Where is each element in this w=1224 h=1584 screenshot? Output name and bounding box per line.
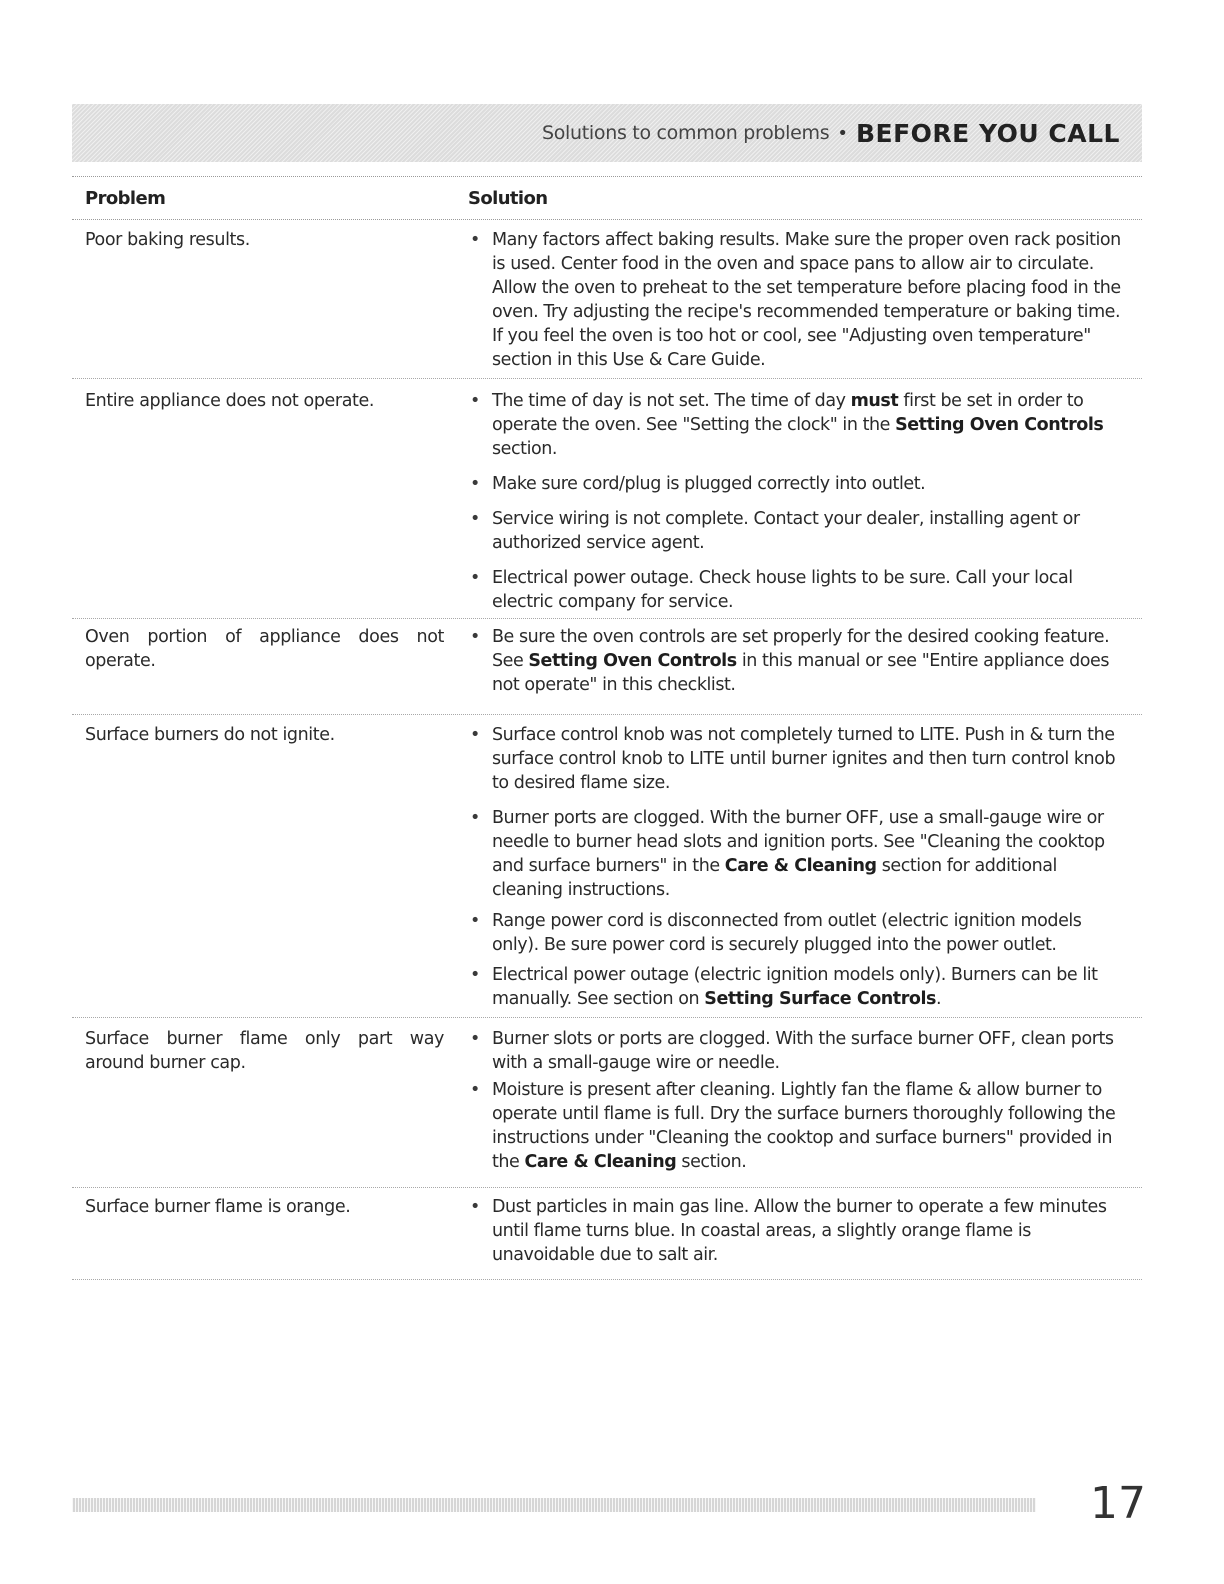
bullet-dot-icon: • [470,230,480,250]
solution-bullet [468,963,1142,1011]
solution-text [492,1027,1142,1075]
solution-bullet [468,472,1142,496]
problem-cell: Oven portion of appliance does not operate. [85,627,444,671]
solution-text [492,1195,1142,1267]
solution-cell [454,723,1142,1011]
solution-text [492,723,1142,795]
bullet-dot-icon: • [470,911,480,931]
bullet-dot-icon: • [470,725,480,745]
bullet-dot-icon: • [470,965,480,985]
troubleshooting-table [72,176,1142,1280]
problem-cell: Poor baking results. [85,230,250,250]
solution-bullet [468,723,1142,795]
bold-reference: Setting Surface Controls [704,989,936,1009]
solution-text [492,1078,1142,1174]
text-run: . [936,989,942,1009]
solution-bullet [468,1195,1142,1267]
solution-bullet [468,566,1142,614]
problem-cell: Surface burner flame is orange. [85,1197,351,1217]
bold-reference: Setting Oven Controls [895,415,1104,435]
text-run: section for additional cleaning instructions. [492,856,1057,900]
text-run: Range power cord is disconnected from outlet (electric ignition models only). Be sure power cord is securely plugged into the power outlet. [492,911,1082,955]
problem-cell: Surface burner flame only part way around burner cap. [85,1029,444,1073]
text-run: Burner ports are clogged. With the burner OFF, use a small-gauge wire or needle to burner head slots and ignition ports. See "Cleaning the cooktop and surface burners" in the [492,808,1105,876]
text-run: in this manual or see "Entire appliance does not operate" in this checklist. [492,651,1109,695]
table-row [72,1018,1142,1188]
bullet-dot-icon: • [470,474,480,494]
bullet-dot-icon: • [470,1197,480,1217]
text-run: Electrical power outage. Check house lights to be sure. Call your local electric company for service. [492,568,1073,612]
solution-text [492,472,1142,496]
table-row [72,220,1142,379]
text-run: Many factors affect baking results. Make sure the proper oven rack position is used. Center food in the oven and space pans to allow air to circulate. Allow the oven to preheat to the set temperature before placing food in the oven. Try adjusting the recipe's recommended temperature or baking time. If you feel the oven is too hot or cool, see "Adjusting oven temperature" section in this Use & Care Guide. [492,230,1121,370]
text-run: Surface control knob was not completely turned to LITE. Push in & turn the surface control knob to LITE until burner ignites and then turn control knob to desired flame size. [492,725,1116,793]
bullet-dot-icon: • [470,808,480,828]
text-run: Electrical power outage (electric ignition models only). Burners can be lit manually. See section on [492,965,1098,1009]
solution-cell [454,228,1142,372]
table-header-row [72,176,1142,220]
table-row [72,379,1142,619]
problem-cell: Surface burners do not ignite. [85,725,335,745]
solution-cell [454,1195,1142,1267]
solution-cell [454,389,1142,614]
solution-text [492,909,1142,957]
table-row [72,619,1142,715]
solution-bullet [468,625,1142,697]
bullet-dot-icon: • [470,1080,480,1100]
section-header-band [72,104,1142,162]
text-run: section. [492,439,557,459]
column-header-problem: Problem [85,187,166,209]
bullet-dot-icon: • [470,509,480,529]
section-header [542,119,1120,148]
text-run: section. [676,1152,747,1172]
text-run: Burner slots or ports are clogged. With the surface burner OFF, clean ports with a small-gauge wire or needle. [492,1029,1114,1073]
text-run: Make sure cord/plug is plugged correctly into outlet. [492,474,926,494]
solution-cell [454,625,1142,697]
page-number: 17 [1090,1478,1146,1529]
problem-cell: Entire appliance does not operate. [85,391,375,411]
table-row [72,715,1142,1018]
solution-bullet [468,228,1142,372]
solution-bullet [468,389,1142,461]
section-subtitle: Solutions to common problems [541,122,830,144]
bullet-dot-icon: • [470,391,480,411]
solution-bullet [468,507,1142,555]
header-separator: • [837,122,848,144]
solution-bullet [468,1027,1142,1075]
text-run: Service wiring is not complete. Contact your dealer, installing agent or authorized service agent. [492,509,1080,553]
solution-text [492,625,1142,697]
bullet-dot-icon: • [470,568,480,588]
section-title: BEFORE YOU CALL [855,118,1120,148]
bullet-dot-icon: • [470,1029,480,1049]
solution-bullet [468,1078,1142,1174]
bold-reference: Care & Cleaning [524,1152,677,1172]
column-header-solution: Solution [468,187,548,209]
table-body [72,220,1142,1280]
solution-text [492,963,1142,1011]
footer-decorative-band [72,1498,1036,1512]
text-run: The time of day is not set. The time of day [492,391,851,411]
text-run: Dust particles in main gas line. Allow the burner to operate a few minutes until flame turns blue. In coastal areas, a slightly orange flame is unavoidable due to salt air. [492,1197,1107,1265]
solution-bullet [468,909,1142,957]
table-row [72,1188,1142,1280]
solution-text [492,228,1142,372]
text-run: Be sure the oven controls are set properly for the desired cooking feature. See [492,627,1110,671]
text-run: Moisture is present after cleaning. Lightly fan the flame & allow burner to operate until flame is full. Dry the surface burners thoroughly following the instructions under "Cleaning the cooktop and surface burners" provided in the [492,1080,1116,1172]
solution-bullet [468,806,1142,902]
solution-text [492,507,1142,555]
bullet-dot-icon: • [470,627,480,647]
text-run: first be set in order to operate the oven. See "Setting the clock" in the [492,391,1084,435]
solution-text [492,389,1142,461]
bold-reference: Care & Cleaning [724,856,877,876]
bold-reference: Setting Oven Controls [528,651,737,671]
solution-text [492,806,1142,902]
solution-cell [454,1027,1142,1174]
solution-text [492,566,1142,614]
bold-reference: must [850,391,899,411]
